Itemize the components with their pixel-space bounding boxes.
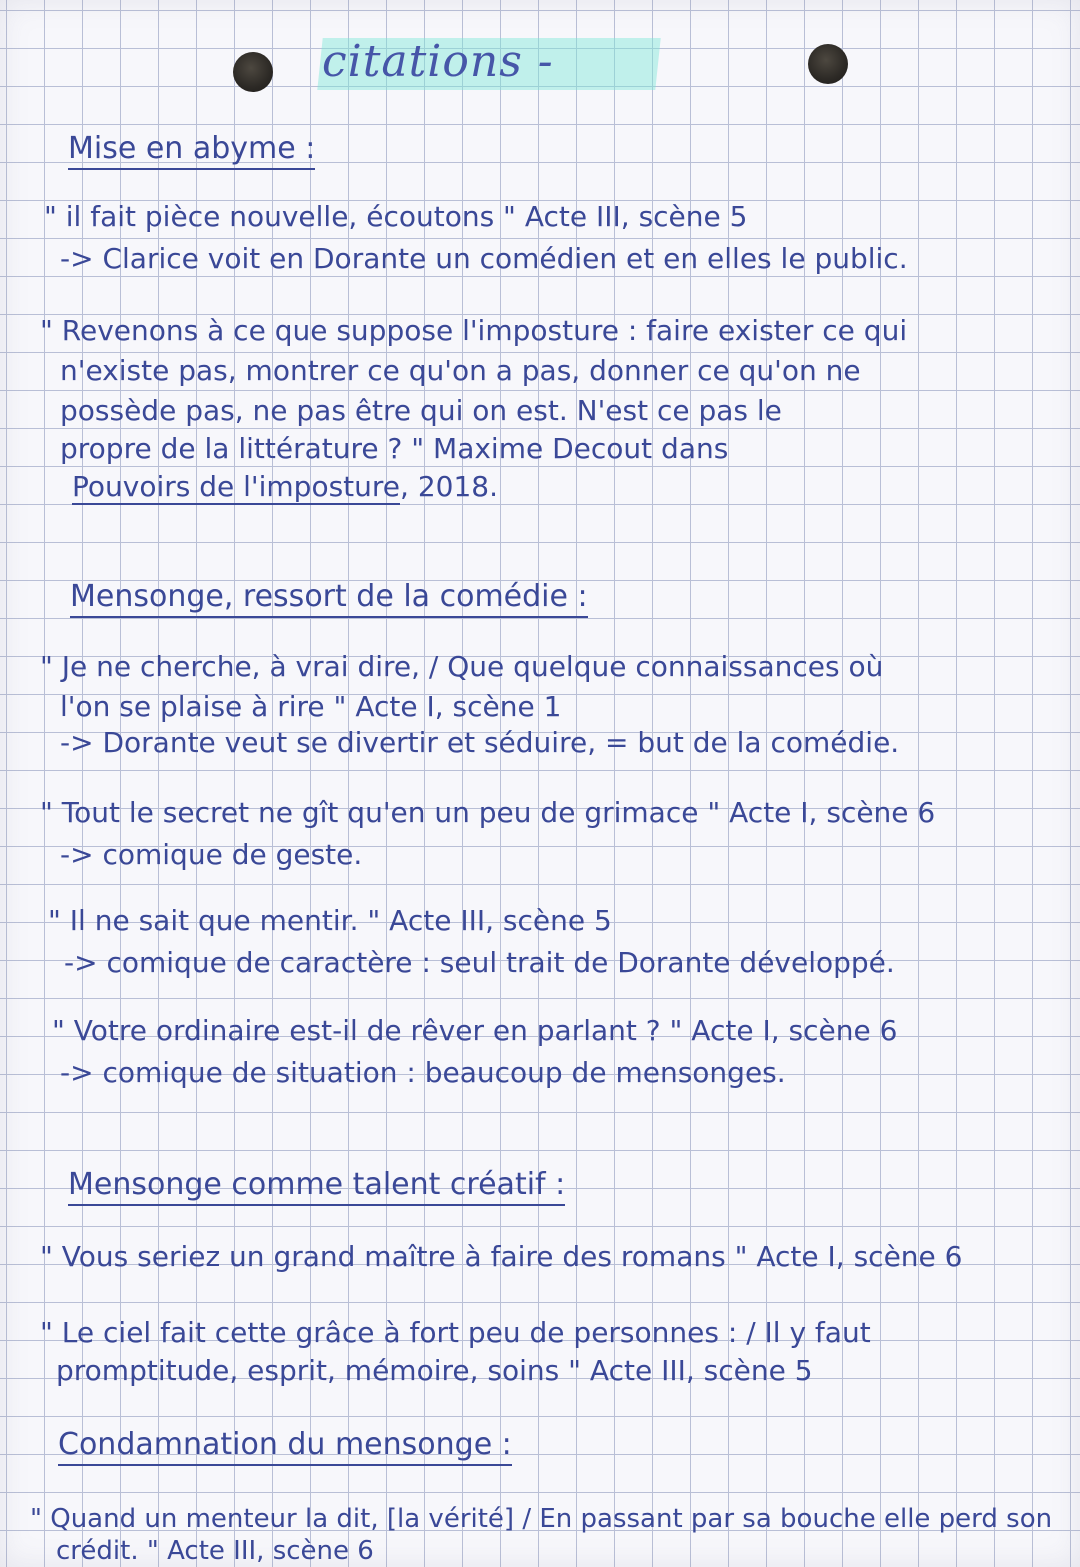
quote-line: " Il ne sait que mentir. " Acte III, scène 5 bbox=[48, 904, 612, 937]
quote-line: crédit. " Acte III, scène 6 bbox=[56, 1536, 374, 1566]
heading-mensonge-talent: Mensonge comme talent créatif : bbox=[68, 1166, 565, 1206]
heading-condamnation: Condamnation du mensonge : bbox=[58, 1426, 512, 1466]
book-title: Pouvoirs de l'imposture bbox=[72, 470, 401, 503]
quote-line: " Le ciel fait cette grâce à fort peu de personnes : / Il y faut bbox=[40, 1316, 871, 1349]
quote-line: n'existe pas, montrer ce qu'on a pas, donner ce qu'on ne bbox=[60, 354, 861, 387]
quote-line: propre de la littérature ? " Maxime Decout dans bbox=[60, 432, 729, 465]
comment-line: -> comique de caractère : seul trait de Dorante développé. bbox=[64, 946, 895, 979]
quote-line: " Tout le secret ne gît qu'en un peu de grimace " Acte I, scène 6 bbox=[40, 796, 936, 829]
quote-line: " Je ne cherche, à vrai dire, / Que quelque connaissances où bbox=[40, 650, 884, 683]
punch-hole-left bbox=[233, 52, 273, 92]
quote-line: promptitude, esprit, mémoire, soins " Acte III, scène 5 bbox=[56, 1354, 813, 1387]
quote-line: possède pas, ne pas être qui on est. N'est ce pas le bbox=[60, 394, 782, 427]
comment-line: -> Dorante veut se divertir et séduire, = but de la comédie. bbox=[60, 726, 900, 759]
quote-line: " Votre ordinaire est-il de rêver en parlant ? " Acte I, scène 6 bbox=[52, 1014, 898, 1047]
heading-mensonge-ressort: Mensonge, ressort de la comédie : bbox=[70, 578, 588, 618]
page-title: citations - bbox=[322, 36, 554, 87]
punch-hole-right bbox=[808, 44, 848, 84]
heading-mise-en-abyme: Mise en abyme : bbox=[68, 130, 315, 170]
comment-line: -> comique de situation : beaucoup de mensonges. bbox=[60, 1056, 786, 1089]
quote-line: l'on se plaise à rire " Acte I, scène 1 bbox=[60, 690, 562, 723]
book-year: , 2018. bbox=[400, 470, 498, 503]
quote-line: " Quand un menteur la dit, [la vérité] / En passant par sa bouche elle perd son bbox=[30, 1504, 1053, 1534]
quote-line: " il fait pièce nouvelle, écoutons " Acte III, scène 5 bbox=[44, 200, 748, 233]
quote-line: " Revenons à ce que suppose l'imposture : faire exister ce qui bbox=[40, 314, 908, 347]
quote-line: " Vous seriez un grand maître à faire des romans " Acte I, scène 6 bbox=[40, 1240, 963, 1273]
comment-line: -> Clarice voit en Dorante un comédien et en elles le public. bbox=[60, 242, 908, 275]
comment-line: -> comique de geste. bbox=[60, 838, 363, 871]
quote-source-line bbox=[72, 468, 498, 506]
